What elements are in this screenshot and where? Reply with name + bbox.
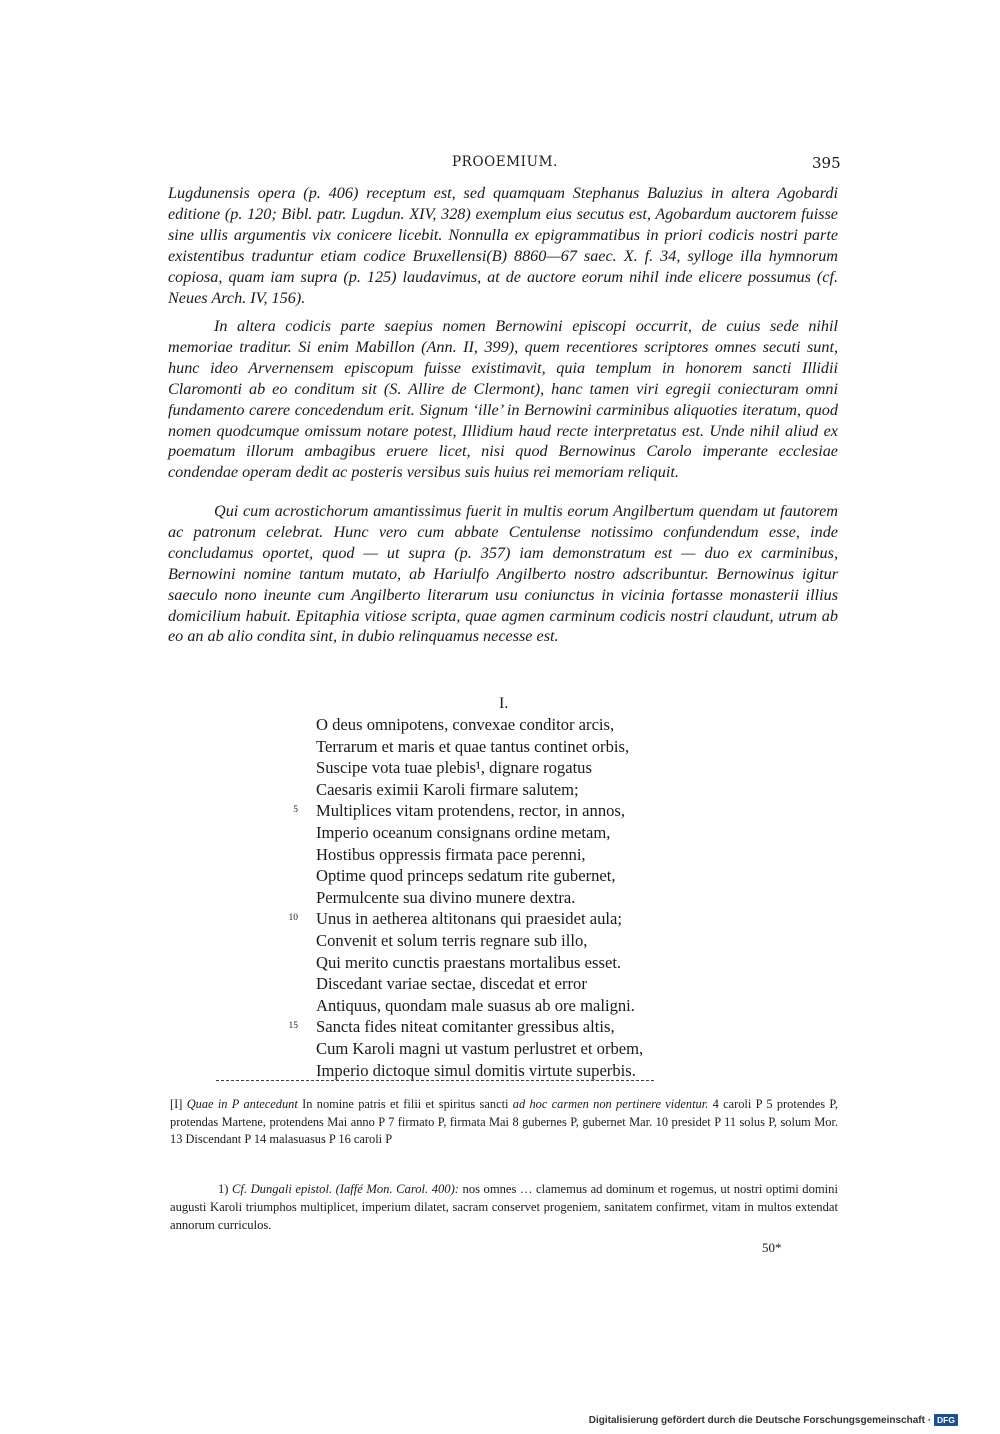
apparatus-label: [I] <box>170 1097 183 1111</box>
poem-verses <box>288 714 644 1081</box>
apparatus-variants: 4 caroli P 5 protendes P, protendas Martene, protendens Mai anno P 7 firmato P, firmata Mai 8 gubernes P, gubernet Mar. 10 presidet P 11 solus P, solum Mor. 13 Discendant P 14 malasuasus P 16 caroli P <box>170 1097 838 1146</box>
footnote-text: nos omnes … clamemus ad dominum et rogemus, ut nostri optimi domini augusti Karoli triumphos multiplicet, imperium dilatet, sacram conservet progeniem, sanitatem confirmet, vitam in multos extendat annorum curriculos. <box>170 1182 838 1233</box>
poem-verse <box>316 995 643 1017</box>
poem-verse <box>316 779 643 801</box>
verse-text: Antiquus, quondam male suasus ab ore maligni. <box>316 995 635 1015</box>
prose-paragraph-2: In altera codicis parte saepius nomen Bernowini episcopi occurrit, de cuius sede nihil memoriae traditur. Si enim Mabillon (Ann. II, 399), quem recentiores scriptores omnes secuti sunt, hunc ideo Arvernensem episcopum fuisse existimavit, quia templum in honorem sancti Illidii Claromonti ab eo conditum sit (S. Allire de Clermont), hanc tamen viri egregii coniecturam omni fundamento carere concedendum erit. Signum ‘ille’ in Bernowini carminibus aliquoties iteratum, quod nomen quodcumque omissum notare potest, Illidium haud recte interpretatus est. Unde nihil aliud ex poematum illorum ambagibus eruere licet, nisi quod Bernowinus Carolo imperante ecclesiae condendae operam dedit ac posteris versibus suis huius rei memoriam reliquit. <box>168 317 838 482</box>
verse-number: 15 <box>288 1021 298 1032</box>
prose-paragraph-1: Lugdunensis opera (p. 406) receptum est, sed quamquam Stephanus Baluzius in altera Agobardi editione (p. 120; Bibl. patr. Lugdun. XIV, 328) exemplum eius secutus est, Agobardum auctorem fuisse sine ullis argumentis vix conicere licebit. Nonnulla ex epigrammatibus in priori codicis nostri parte existentibus traduntur etiam codice Bruxellensi(B) 8860—67 saec. X. f. 34, sylloge illa hymnorum copiosa, quam iam supra (p. 125) laudavimus, at de auctore eorum nihil inde elicere possumus (cf. Neues Arch. IV, 156). <box>168 184 838 307</box>
verse-text: Imperio dictoque simul domitis virtute superbis. <box>316 1060 636 1080</box>
verse-text: Hostibus oppressis firmata pace perenni, <box>316 844 586 864</box>
poem-verse <box>316 822 643 844</box>
poem-number: I. <box>499 695 509 712</box>
poem-verse <box>316 1038 643 1060</box>
poem-verse <box>316 714 643 736</box>
dfg-logo: DFG <box>934 1414 958 1426</box>
critical-apparatus <box>170 1096 838 1149</box>
verse-number: 5 <box>293 805 298 816</box>
poem-verse <box>288 908 643 930</box>
credit-text: Digitalisierung gefördert durch die Deutsche Forschungsgemeinschaft · <box>588 1414 932 1426</box>
poem-verse <box>316 1060 643 1082</box>
verse-text: Qui merito cunctis praestans mortalibus esset. <box>316 952 622 972</box>
verse-text: O deus omnipotens, convexae conditor arcis, <box>316 715 615 734</box>
verse-text: Optime quod princeps sedatum rite gubernet, <box>316 866 616 886</box>
verse-text: Cum Karoli magni ut vastum perlustret et orbem, <box>316 1038 644 1058</box>
poem-verse <box>316 952 643 974</box>
footnote-marker: 1) <box>218 1182 229 1196</box>
verse-text: Suscipe vota tuae plebis¹, dignare rogatus <box>316 758 592 778</box>
verse-text: Sancta fides niteat comitanter gressibus altis, <box>316 1017 615 1037</box>
poem-verse <box>316 973 643 995</box>
verse-text: Terrarum et maris et quae tantus continet orbis, <box>316 736 630 756</box>
poem-verse <box>316 930 643 952</box>
verse-text: Unus in aetherea altitonans qui praesidet aula; <box>316 909 622 929</box>
poem-verse <box>316 887 643 909</box>
apparatus-divider <box>216 1080 654 1081</box>
prose-paragraph-3: Qui cum acrostichorum amantissimus fuerit in multis eorum Angilbertum quendam ut fautorem ac patronum celebrat. Hunc vero cum abbate Centulense notissimo confundendum esse, inde concludamus oportet, quod — ut supra (p. 357) iam demonstratum est — duo ex carminibus, Bernowini nomine tantum mutato, ab Hariulfo Angilberto nostro adscribuntur. Bernowinus igitur saeculo nono ineunte cum Angilberto literarum usu coniunctus in vicinia fortasse monasterii illius domicilium habuit. Epitaphia vitiose scripta, quae agmen carminum codicis nostri claudunt, utrum ab eo an ab alio condita sint, in dubio relinquamus necesse est. <box>168 502 838 646</box>
poem-verse <box>316 865 643 887</box>
apparatus-intro-text: In nomine patris et filii et spiritus sancti <box>302 1097 509 1111</box>
verse-text: Multiplices vitam protendens, rector, in annos, <box>316 801 626 821</box>
verse-text: Caesaris eximii Karoli firmare salutem; <box>316 779 579 799</box>
digitization-credit <box>589 1414 958 1426</box>
poem-verse <box>316 757 643 779</box>
apparatus-intro-italic: Quae in P antecedunt <box>186 1097 298 1111</box>
page-number: 395 <box>812 154 841 172</box>
footnote-1 <box>170 1180 838 1235</box>
signature-mark: 50* <box>762 1240 782 1255</box>
verse-text: Discedant variae sectae, discedat et error <box>316 974 587 994</box>
verse-number: 10 <box>288 913 298 924</box>
verse-text: Permulcente sua divino munere dextra. <box>316 887 576 907</box>
poem-verse <box>288 1016 643 1038</box>
poem-verse <box>316 844 643 866</box>
poem-verse <box>316 736 643 758</box>
verse-text: Convenit et solum terris regnare sub illo, <box>316 930 588 950</box>
verse-text: Imperio oceanum consignans ordine metam, <box>316 822 611 842</box>
apparatus-intro-italic-2: ad hoc carmen non pertinere videntur. <box>512 1097 709 1111</box>
poem-verse <box>293 800 643 822</box>
footnote-reference: Cf. Dungali epistol. (Iaffé Mon. Carol. 400): <box>232 1182 459 1196</box>
running-header-title: PROOEMIUM. <box>452 154 558 170</box>
